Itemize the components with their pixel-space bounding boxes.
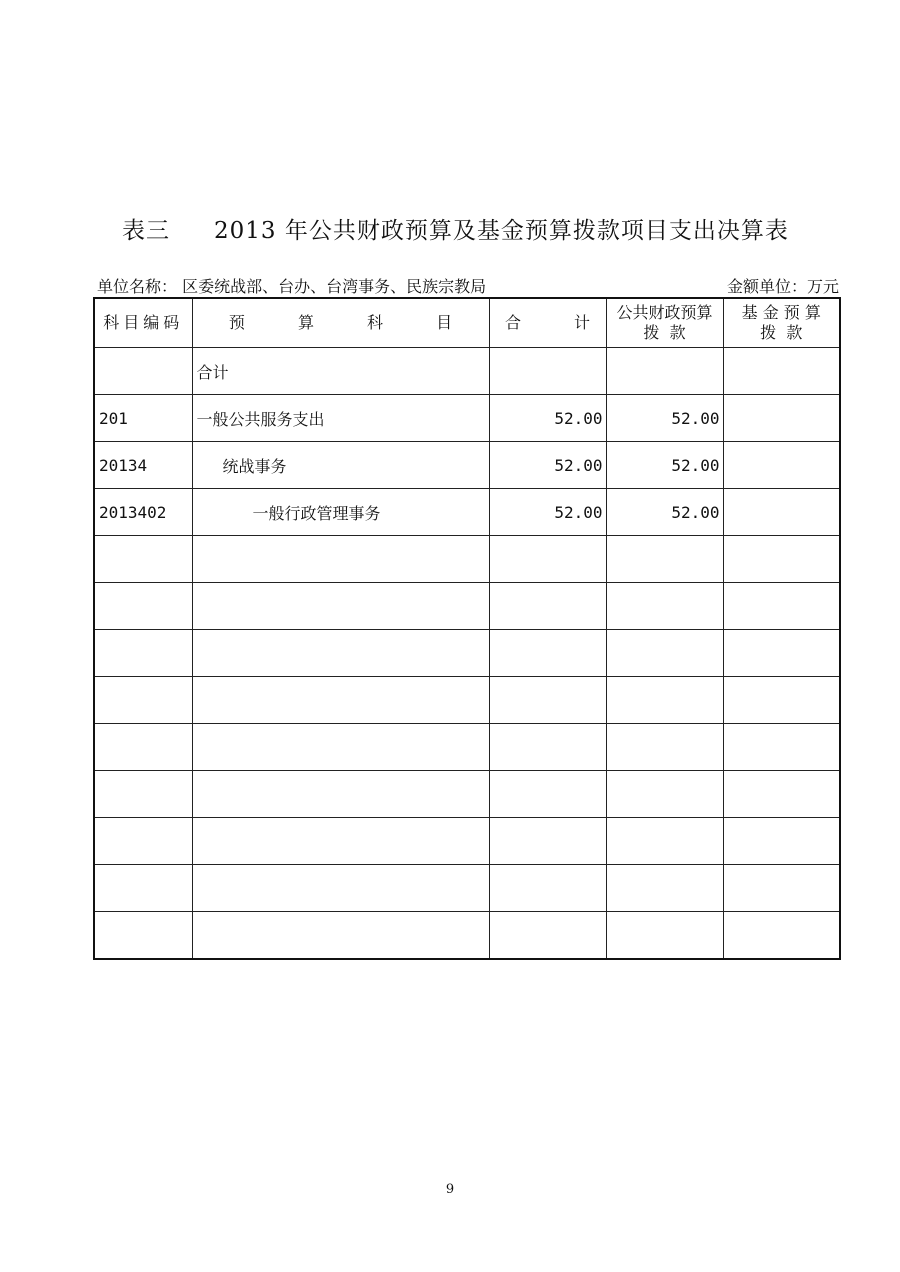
- cell-fund-budget: [723, 677, 840, 724]
- cell-public-budget: [606, 724, 723, 771]
- table-row: [94, 912, 840, 960]
- cell-fund-budget: [723, 442, 840, 489]
- cell-code: [94, 912, 192, 960]
- cell-code: [94, 348, 192, 395]
- table-row: [94, 442, 840, 489]
- budget-table: [93, 297, 841, 960]
- cell-subject: [192, 677, 489, 724]
- table-number-label: 表三: [122, 218, 170, 244]
- table-row: [94, 536, 840, 583]
- cell-total: [489, 677, 606, 724]
- cell-public-budget: [606, 348, 723, 395]
- cell-code: [94, 630, 192, 677]
- header-public-budget: [606, 298, 723, 348]
- cell-total: [489, 348, 606, 395]
- cell-subject: [192, 583, 489, 630]
- cell-code: [94, 536, 192, 583]
- table-row: [94, 583, 840, 630]
- cell-total: [489, 724, 606, 771]
- cell-fund-budget: [723, 583, 840, 630]
- table-title-text: 2013 年公共财政预算及基金预算拨款项目支出决算表: [214, 218, 789, 244]
- cell-public-budget: [606, 536, 723, 583]
- cell-total: 52.00: [489, 442, 606, 489]
- cell-total: [489, 912, 606, 960]
- header-public-budget-line1: 公共财政预算: [616, 303, 713, 322]
- table-body: [94, 348, 840, 960]
- cell-code: [94, 818, 192, 865]
- cell-fund-budget: [723, 771, 840, 818]
- cell-fund-budget: [723, 630, 840, 677]
- cell-public-budget: [606, 818, 723, 865]
- cell-total: [489, 630, 606, 677]
- cell-fund-budget: [723, 489, 840, 536]
- cell-code: [94, 677, 192, 724]
- table-header: [94, 298, 840, 348]
- cell-subject: [192, 724, 489, 771]
- cell-total: [489, 536, 606, 583]
- cell-total: [489, 865, 606, 912]
- cell-public-budget: [606, 677, 723, 724]
- table-row: [94, 771, 840, 818]
- table-row: [94, 630, 840, 677]
- cell-public-budget: [606, 583, 723, 630]
- unit-info-line: [97, 274, 839, 296]
- cell-public-budget: 52.00: [606, 442, 723, 489]
- table-row: [94, 395, 840, 442]
- table-row: [94, 677, 840, 724]
- cell-total: [489, 771, 606, 818]
- cell-public-budget: 52.00: [606, 489, 723, 536]
- header-fund-budget: [723, 298, 840, 348]
- cell-total: [489, 583, 606, 630]
- cell-public-budget: [606, 771, 723, 818]
- page-number: 9: [445, 1182, 455, 1197]
- table-row: [94, 865, 840, 912]
- cell-subject: [192, 536, 489, 583]
- header-fund-budget-line2: 拨 款: [760, 323, 803, 342]
- header-code: 科目编码: [94, 298, 192, 348]
- cell-code: 20134: [94, 442, 192, 489]
- header-subject: 预 算 科 目: [192, 298, 489, 348]
- cell-subject: 一般公共服务支出: [192, 395, 489, 442]
- cell-fund-budget: [723, 348, 840, 395]
- table-row: [94, 818, 840, 865]
- cell-code: 201: [94, 395, 192, 442]
- cell-fund-budget: [723, 536, 840, 583]
- cell-code: [94, 865, 192, 912]
- cell-fund-budget: [723, 865, 840, 912]
- cell-total: 52.00: [489, 489, 606, 536]
- cell-subject: [192, 912, 489, 960]
- cell-subject: [192, 630, 489, 677]
- cell-public-budget: [606, 865, 723, 912]
- header-row: [94, 298, 840, 348]
- header-fund-budget-line1: 基 金 预 算: [741, 303, 821, 322]
- cell-subject: 一般行政管理事务: [192, 489, 489, 536]
- organization-name: 单位名称： 区委统战部、台办、台湾事务、民族宗教局: [97, 277, 487, 296]
- cell-public-budget: 52.00: [606, 395, 723, 442]
- cell-subject: 合计: [192, 348, 489, 395]
- page-title: [122, 212, 789, 245]
- cell-code: [94, 724, 192, 771]
- table-row: [94, 489, 840, 536]
- cell-subject: 统战事务: [192, 442, 489, 489]
- cell-fund-budget: [723, 395, 840, 442]
- cell-total: 52.00: [489, 395, 606, 442]
- cell-subject: [192, 865, 489, 912]
- header-total: 合 计: [489, 298, 606, 348]
- cell-code: 2013402: [94, 489, 192, 536]
- cell-code: [94, 583, 192, 630]
- cell-code: [94, 771, 192, 818]
- table-row: [94, 724, 840, 771]
- header-public-budget-line2: 拨 款: [643, 323, 686, 342]
- cell-fund-budget: [723, 818, 840, 865]
- table-row: [94, 348, 840, 395]
- cell-subject: [192, 771, 489, 818]
- cell-public-budget: [606, 912, 723, 960]
- cell-fund-budget: [723, 912, 840, 960]
- cell-public-budget: [606, 630, 723, 677]
- cell-total: [489, 818, 606, 865]
- amount-unit: 金额单位：万元: [726, 277, 839, 296]
- cell-subject: [192, 818, 489, 865]
- cell-fund-budget: [723, 724, 840, 771]
